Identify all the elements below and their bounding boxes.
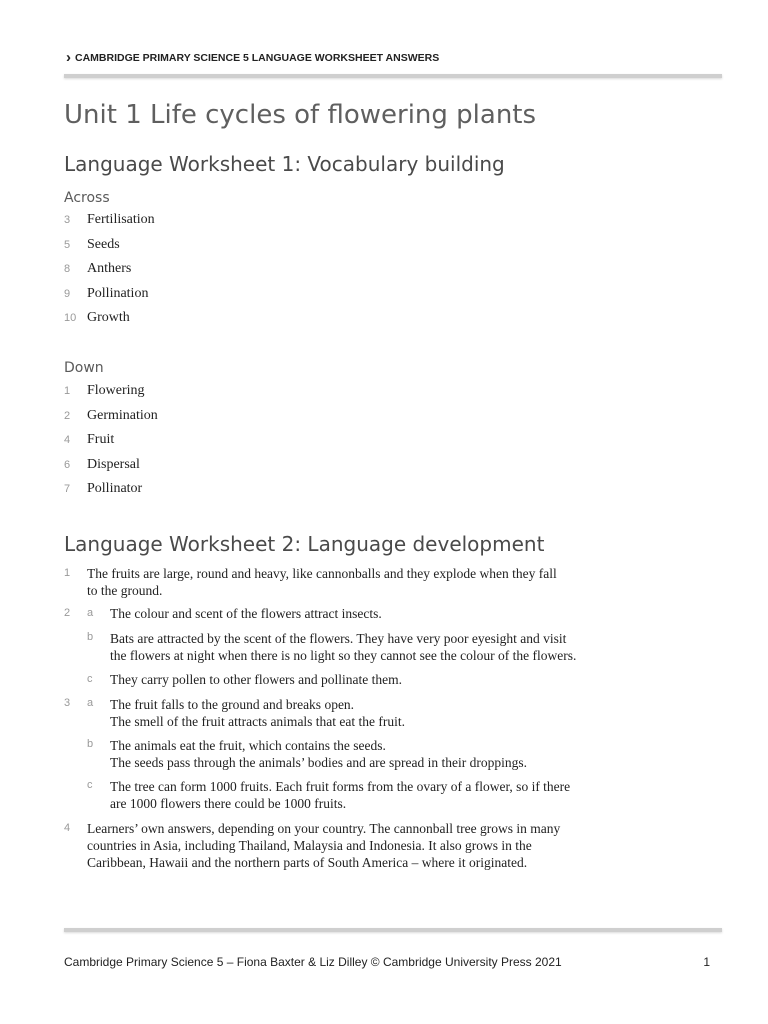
question-3a-answer: The fruit falls to the ground and breaks open. The smell of the fruit attracts animals that eat the fruit. <box>110 697 406 729</box>
question-3c-label: c <box>87 779 93 791</box>
chevron-right-icon: › <box>66 49 71 66</box>
list-item: 8 Anthers <box>64 261 132 276</box>
question-2c-label: c <box>87 673 93 685</box>
question-2b-label: b <box>87 631 94 643</box>
question-2a-label: a <box>87 607 94 619</box>
page-footer <box>64 955 710 969</box>
question-2a-answer: The colour and scent of the flowers attract insects. <box>110 606 382 621</box>
list-item: 5 Seeds <box>64 236 120 252</box>
question-2b-answer: Bats are attracted by the scent of the flowers. They have very poor eyesight and visit the flowers at night when there is no light so they cannot see the colour of the flowers. <box>110 631 577 663</box>
list-item: 6 Dispersal <box>64 456 140 472</box>
question-3c-answer: The tree can form 1000 fruits. Each fruit forms from the ovary of a flower, so if there are 1000 flowers there could be 1000 fruits. <box>110 779 571 811</box>
question-1-answer: The fruits are large, round and heavy, like cannonballs and they explode when they fall to the ground. <box>87 566 557 598</box>
header-title: CAMBRIDGE PRIMARY SCIENCE 5 LANGUAGE WORKSHEET ANSWERS <box>75 51 440 64</box>
list-item: 3 Fertilisation <box>64 212 155 227</box>
list-item: 1 Flowering <box>64 383 145 398</box>
question-2c-answer: They carry pollen to other flowers and pollinate them. <box>110 672 403 687</box>
across-label: Across <box>64 190 110 206</box>
question-4-number: 4 <box>64 822 71 834</box>
list-item: 4 Fruit <box>64 432 115 447</box>
list-item: 10 Growth <box>64 310 130 325</box>
question-3a-label: a <box>87 697 94 709</box>
list-item: 9 Pollination <box>64 285 149 301</box>
worksheet-2-title: Language Worksheet 2: Language development <box>64 532 545 556</box>
question-3-number: 3 <box>64 697 71 709</box>
question-2-number: 2 <box>64 607 71 619</box>
question-3b-answer: The animals eat the fruit, which contains the seeds. The seeds pass through the animals’ bodies and are spread in their droppings. <box>110 738 528 770</box>
down-label: Down <box>64 360 104 376</box>
list-item: 7 Pollinator <box>64 481 143 496</box>
down-list <box>64 383 158 506</box>
running-header <box>66 50 439 65</box>
unit-title: Unit 1 Life cycles of flowering plants <box>64 100 537 130</box>
list-item: 2 Germination <box>64 407 158 423</box>
worksheet-1-title: Language Worksheet 1: Vocabulary building <box>64 152 505 176</box>
page-number: 1 <box>703 955 710 969</box>
across-list <box>64 212 155 335</box>
question-1-number: 1 <box>64 567 71 579</box>
question-4-answer: Learners’ own answers, depending on your country. The cannonball tree grows in many countries in Asia, including Thailand, Malaysia and Indonesia. It also grows in the Caribbean, Hawaii and the northern parts of South America – where it originated. <box>87 821 561 870</box>
footer-copyright: Cambridge Primary Science 5 – Fiona Baxter & Liz Dilley © Cambridge University Press 2021 <box>64 955 562 969</box>
header-rule <box>64 74 722 78</box>
question-3b-label: b <box>87 738 94 750</box>
footer-rule <box>64 928 722 932</box>
